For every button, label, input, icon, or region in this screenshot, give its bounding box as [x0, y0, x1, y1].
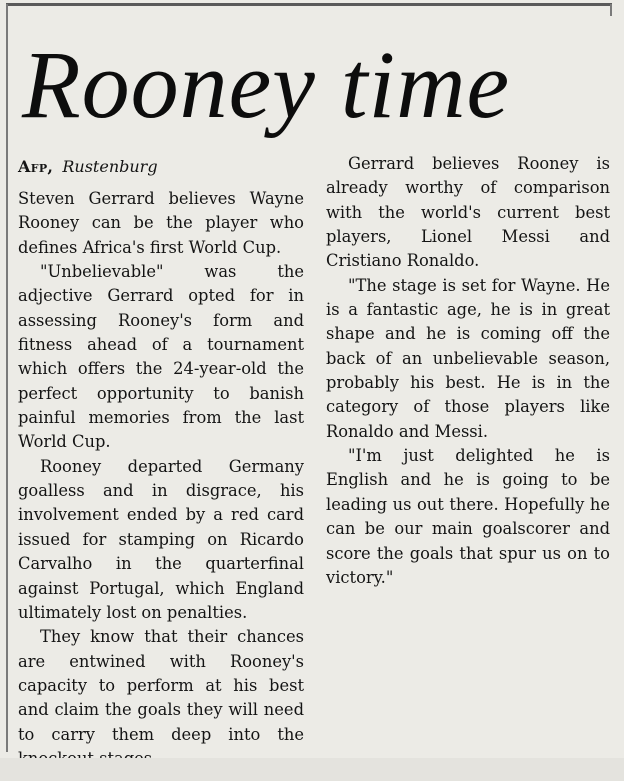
byline: [18, 155, 304, 179]
paragraph-1: Steven Gerrard believes Wayne Rooney can be the player who defines Africa's first World Cup.: [18, 189, 304, 257]
page-bottom-edge: [0, 758, 624, 781]
paragraph-5: Gerrard believes Rooney is already worthy of comparison with the world's current best players, Lionel Messi and Cristiano Ronaldo.: [326, 154, 610, 271]
headline: Rooney time: [22, 31, 511, 138]
article-column-right: [326, 152, 610, 590]
article-column-left: [18, 152, 304, 771]
paragraph-2: "Unbelievable" was the adjective Gerrard opted for in assessing Rooney's form and fitness ahead of a tournament which offers the 24-year-old the perfect opportunity to banish painful memories from the last World Cup.: [18, 262, 304, 452]
paragraph-7: "I'm just delighted he is English and he is going to be leading us out there. Hopefully he can be our main goalscorer and score the goals that spur us on to victory.": [326, 446, 610, 587]
left-column-rule: [6, 4, 8, 752]
byline-agency: Afp,: [18, 157, 54, 176]
paragraph-3: Rooney departed Germany goalless and in disgrace, his involvement ended by a red card issued for stamping on Ricardo Carvalho in the quarterfinal against Portugal, which England ultimately lost on penalties.: [18, 456, 304, 622]
byline-location: Rustenburg: [62, 157, 158, 176]
paragraph-6: "The stage is set for Wayne. He is a fantastic age, he is in great shape and he is coming off the back of an unbelievable season, probably his best. He is in the category of those players like Ronaldo and Messi.: [326, 275, 610, 441]
right-column-rule: [610, 4, 612, 16]
top-rule: [6, 3, 612, 6]
paragraph-4: They know that their chances are entwined with Rooney's capacity to perform at his best and claim the goals they will need to carry them deep into the: [18, 627, 304, 744]
